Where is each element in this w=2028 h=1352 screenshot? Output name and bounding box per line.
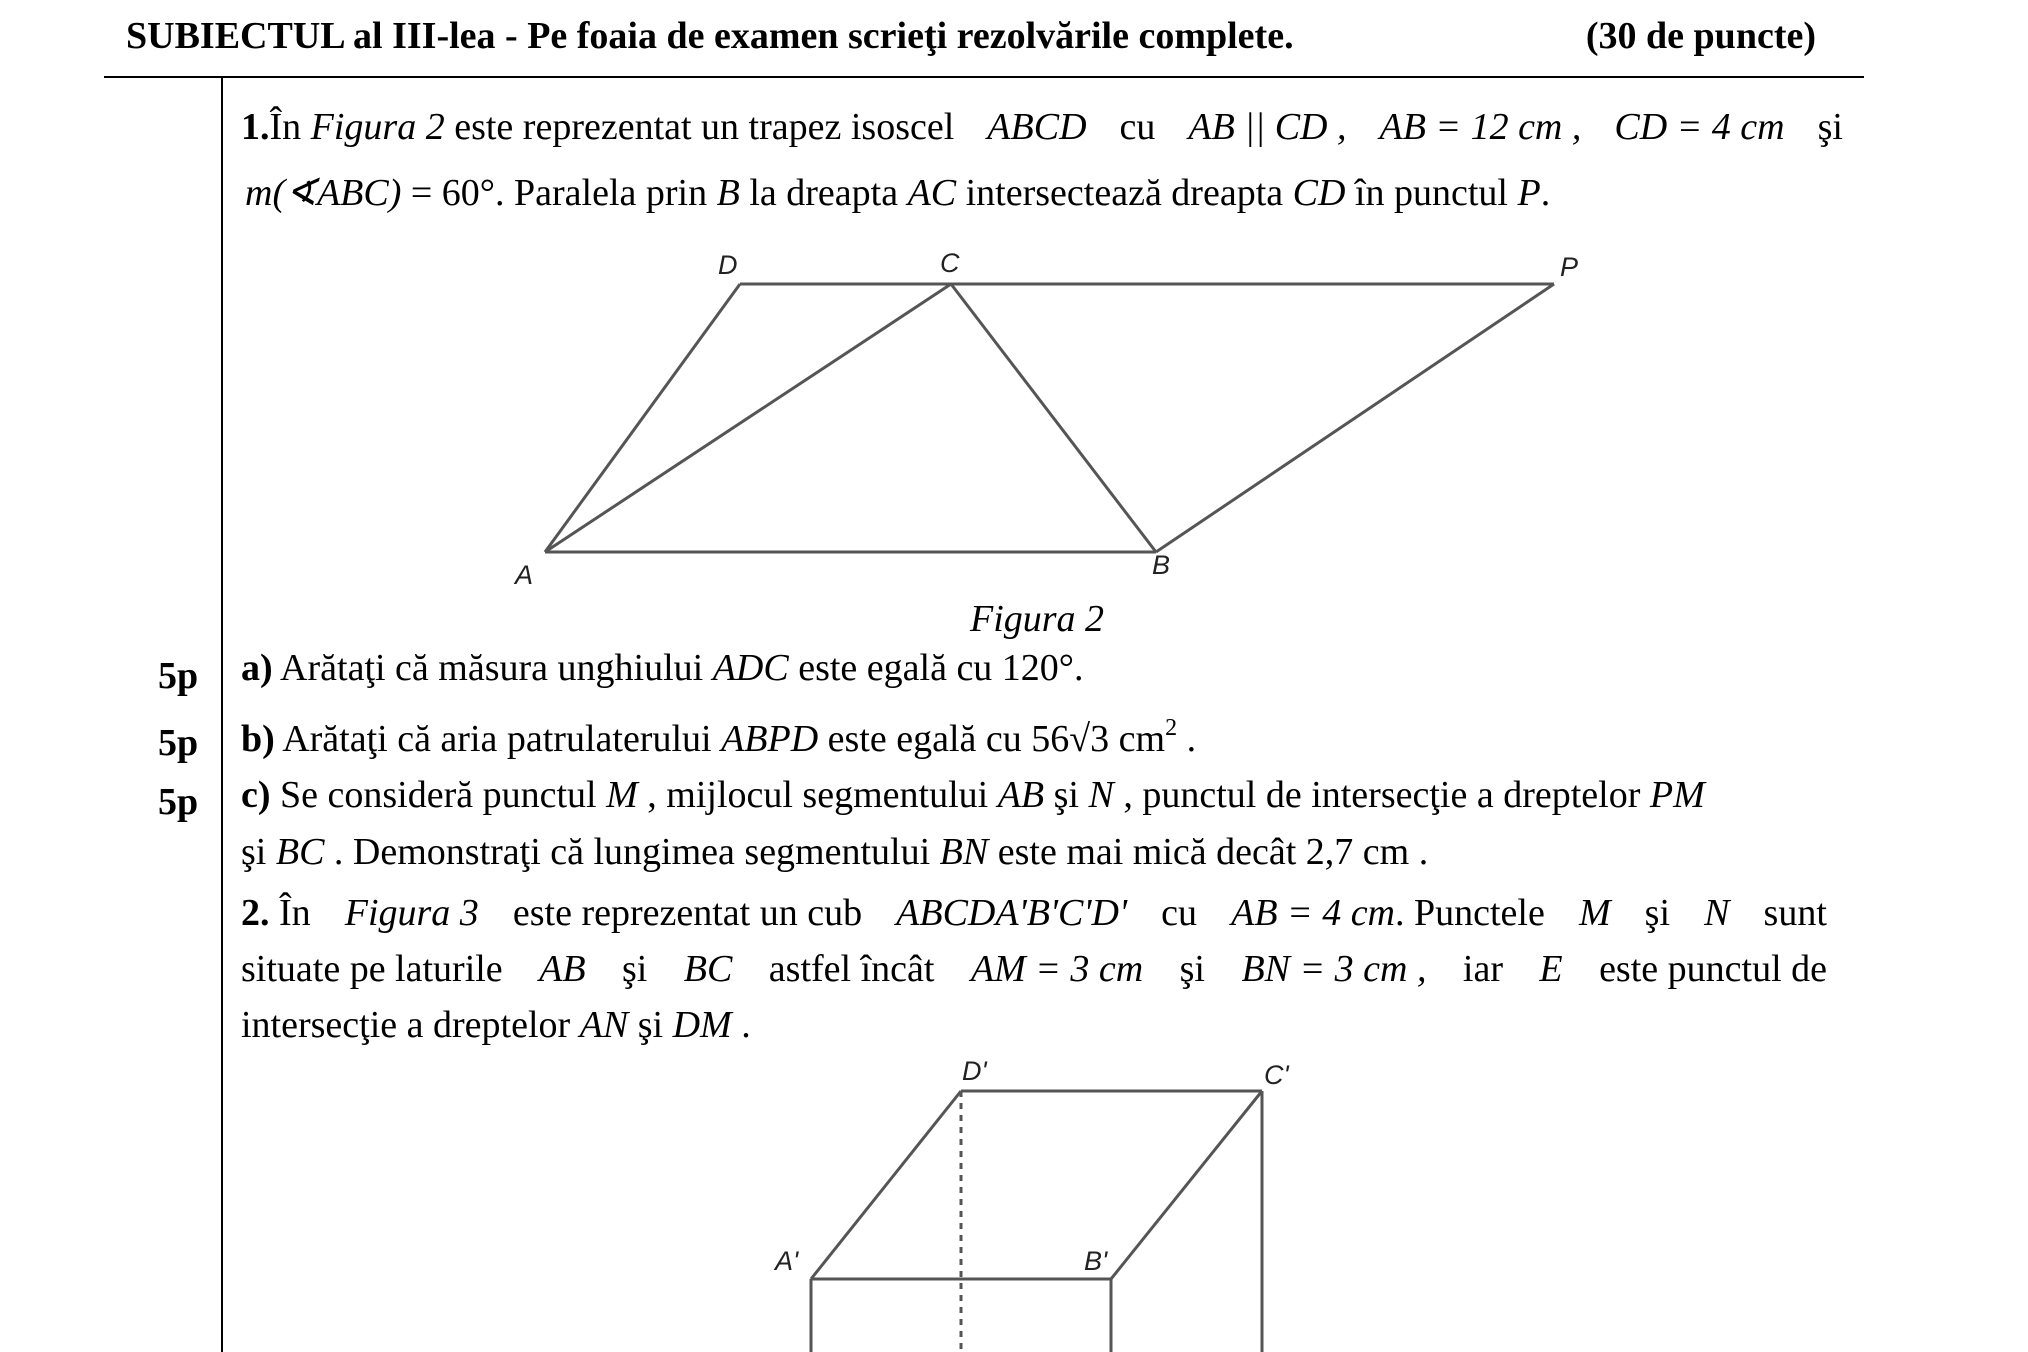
math: E: [1539, 948, 1563, 990]
item-a: [241, 649, 1084, 687]
section-title: SUBIECTUL al III-lea - Pe foaia de examen scrieţi rezolvările complete.: [126, 15, 1294, 57]
math: ABCD: [987, 106, 1087, 148]
text: este reprezentat un cub: [512, 892, 863, 934]
segment-ad: [545, 284, 740, 552]
text: la dreapta: [739, 172, 908, 214]
sqrt: √3: [1069, 718, 1110, 760]
problem2-number: 2.: [241, 892, 270, 934]
text: intersecţie a dreptelor: [241, 1004, 580, 1046]
math: BN = 3 cm ,: [1241, 948, 1427, 990]
problem2-line2: [241, 950, 1827, 988]
points-b: 5p: [158, 722, 199, 764]
text: În: [279, 892, 311, 934]
math: AB: [997, 774, 1045, 816]
figure-2-trapezoid: [513, 248, 1578, 590]
text: cu: [1119, 106, 1156, 148]
math: ADC: [712, 647, 789, 689]
text: În: [269, 106, 311, 148]
text: . Punctele: [1395, 892, 1545, 934]
text: în punctul: [1345, 172, 1518, 214]
math: AB = 12 cm ,: [1379, 106, 1582, 148]
text: şi: [1044, 774, 1089, 816]
text: .: [731, 1004, 751, 1046]
text: Arătaţi că aria patrulaterului: [274, 718, 722, 760]
math: = 60°: [401, 172, 496, 214]
text: .: [1177, 718, 1197, 760]
label-c-prime: C': [1264, 1060, 1289, 1090]
math: DM: [672, 1004, 732, 1046]
math: ABCDA'B'C'D': [896, 892, 1128, 934]
text: cm: [1109, 718, 1166, 760]
math: AM = 3 cm: [970, 948, 1144, 990]
math: P: [1517, 172, 1541, 214]
label-d: D: [718, 250, 738, 280]
text: Se consideră punctul: [270, 774, 607, 816]
label-c: C: [940, 248, 960, 278]
segment-bp: [1156, 284, 1554, 552]
math: AN: [579, 1004, 629, 1046]
section-points: (30 de puncte): [1585, 15, 1816, 57]
text: şi: [241, 831, 276, 873]
text: este egală cu 56: [818, 718, 1070, 760]
label-b-prime: B': [1084, 1246, 1108, 1276]
text: . Demonstraţi că lungimea segmentului: [324, 831, 940, 873]
text: astfel încât: [768, 948, 935, 990]
math: CD = 4 cm: [1614, 106, 1785, 148]
text: intersectează dreapta: [956, 172, 1293, 214]
text: şi: [622, 948, 648, 990]
label-b: B: [1152, 550, 1171, 580]
text: Arătaţi că măsura unghiului: [272, 647, 713, 689]
figure-ref: Figura 2: [310, 106, 445, 148]
math: AB || CD ,: [1188, 106, 1347, 148]
item-b: [241, 716, 1196, 758]
text: este reprezentat un trapez isoscel: [444, 106, 955, 148]
superscript: 2: [1165, 715, 1178, 741]
math: M: [606, 774, 638, 816]
text: şi: [1817, 106, 1843, 148]
segment-cb: [951, 284, 1156, 552]
edge-cp-bp: [1111, 1091, 1262, 1279]
figure-3-cube: [773, 1056, 1289, 1352]
text: şi: [1179, 948, 1205, 990]
math: AB: [539, 948, 586, 990]
text: iar: [1462, 948, 1503, 990]
text: şi: [1644, 892, 1671, 934]
text: . Paralela prin: [495, 172, 717, 214]
text: este egală cu 120°.: [788, 647, 1084, 689]
math: AC: [907, 172, 957, 214]
item-label: a): [241, 647, 273, 689]
text: , mijlocul segmentului: [637, 774, 998, 816]
text: cu: [1161, 892, 1198, 934]
math: ABPD: [721, 718, 819, 760]
math: BN: [939, 831, 989, 873]
label-d-prime: D': [962, 1056, 987, 1086]
figure-2-caption: Figura 2: [970, 598, 1105, 640]
math: m: [245, 172, 273, 214]
points-c: 5p: [158, 781, 199, 823]
math: PM: [1649, 774, 1705, 816]
text: şi: [628, 1004, 673, 1046]
segment-ac: [545, 284, 951, 552]
math: M: [1578, 892, 1611, 934]
points-a: 5p: [158, 655, 199, 697]
math: AB = 4 cm: [1231, 892, 1395, 934]
math: B: [716, 172, 740, 214]
item-c-line1: [241, 776, 1705, 814]
math: (∢ABC): [272, 172, 402, 214]
math: CD: [1292, 172, 1346, 214]
text: este punctul de: [1599, 948, 1827, 990]
item-c-line2: [241, 833, 1428, 871]
problem2-line3: [241, 1006, 751, 1044]
figure-ref: Figura 3: [344, 892, 479, 934]
text: situate pe laturile: [241, 948, 503, 990]
math: N: [1704, 892, 1730, 934]
problem1-number: 1.: [241, 106, 270, 148]
math: BC: [275, 831, 325, 873]
math: BC: [683, 948, 733, 990]
text: , punctul de intersecţie a dreptelor: [1113, 774, 1650, 816]
text: sunt: [1763, 892, 1827, 934]
label-a: A: [515, 560, 534, 590]
item-label: c): [241, 774, 271, 816]
label-p: P: [1560, 252, 1579, 282]
edge-dp-ap: [811, 1091, 961, 1279]
math: N: [1088, 774, 1114, 816]
problem2-line1: [241, 894, 1827, 932]
item-label: b): [241, 718, 275, 760]
text: este mai mică decât 2,7 cm .: [988, 831, 1429, 873]
label-a-prime: A': [775, 1246, 799, 1276]
text: .: [1540, 172, 1551, 214]
